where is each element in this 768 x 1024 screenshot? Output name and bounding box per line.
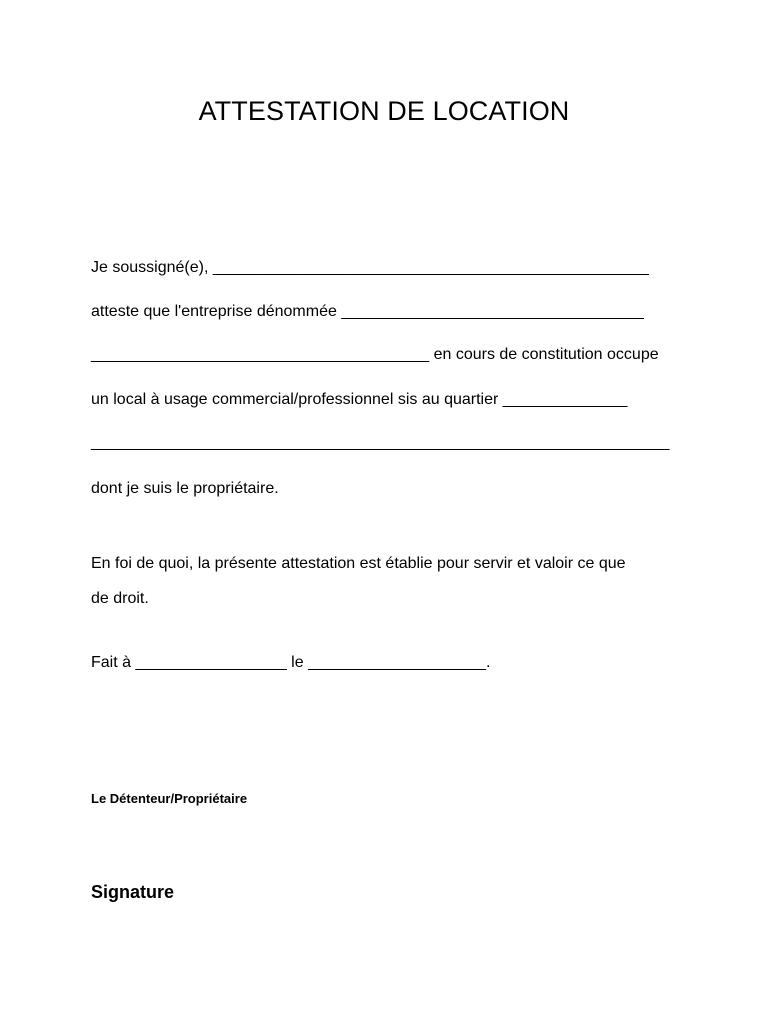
closing-statement-line-1: En foi de quoi, la présente attestation est établie pour servir et valoir ce que (91, 555, 626, 572)
company-status-line: ______________________________________ en cours de constitution occupe (91, 346, 659, 363)
ownership-line: dont je suis le propriétaire. (91, 480, 279, 497)
premises-location-line: un local à usage commercial/professionnel sis au quartier ______________ (91, 391, 628, 408)
declarant-line: Je soussigné(e), _________________________________________________ (91, 259, 649, 276)
place-date-line: Fait à _________________ le ____________________. (91, 654, 491, 671)
closing-statement-line-2: de droit. (91, 590, 149, 607)
address-blank-line: _________________________________________________________________ (91, 434, 670, 451)
holder-label: Le Détenteur/Propriétaire (91, 791, 248, 806)
signature-label: Signature (91, 882, 175, 902)
company-name-line: atteste que l'entreprise dénommée __________________________________ (91, 303, 644, 320)
document-title: ATTESTATION DE LOCATION (198, 96, 570, 126)
